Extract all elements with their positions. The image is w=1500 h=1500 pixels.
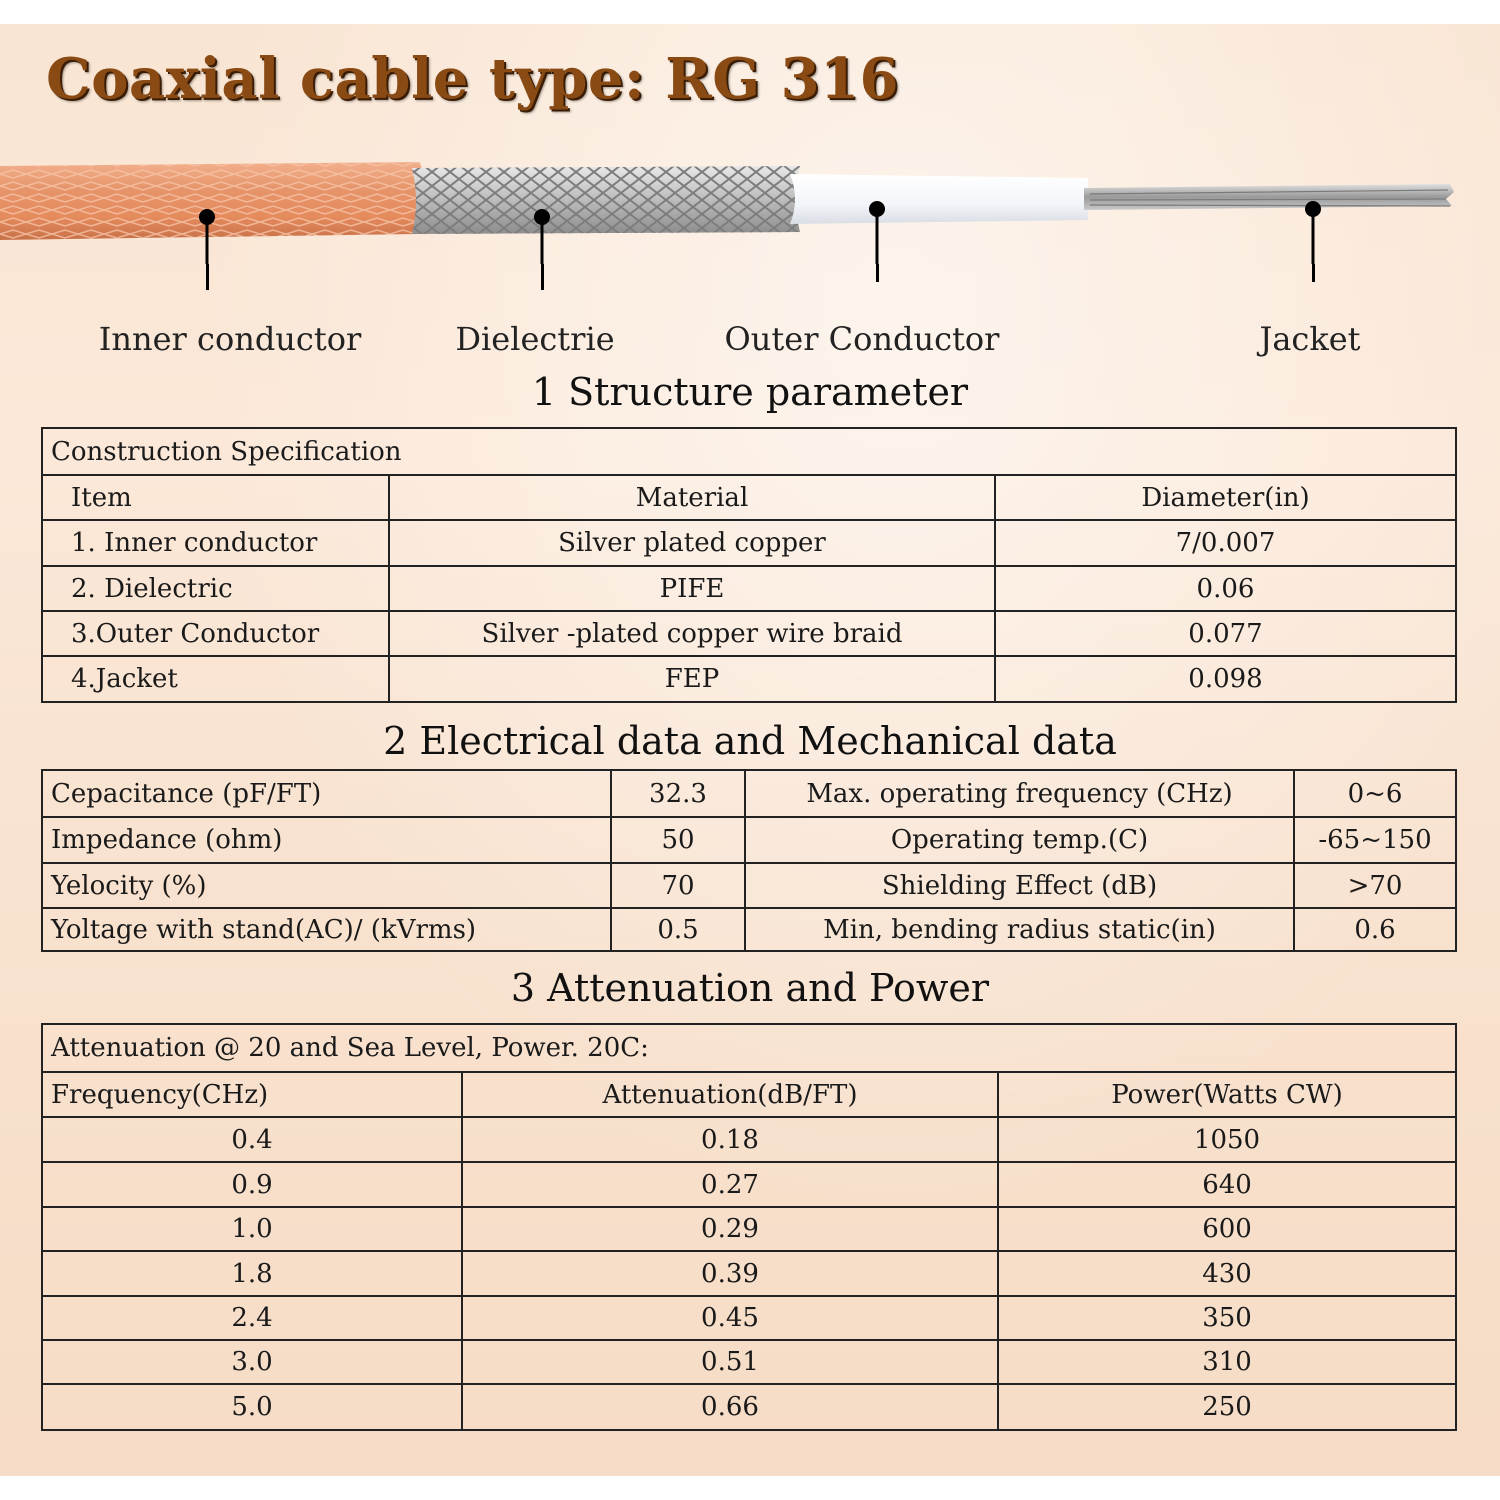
- attenuation-header-attenuation: Attenuation(dB/FT): [462, 1072, 998, 1117]
- frequency-cell: 0.4: [42, 1117, 462, 1162]
- label-inner-conductor: Inner conductor: [98, 320, 362, 358]
- table-row: [42, 656, 1456, 702]
- attenuation-cell: 0.66: [462, 1384, 998, 1430]
- frequency-cell: 0.9: [42, 1162, 462, 1207]
- structure-header-material: Material: [389, 475, 995, 520]
- table-row: [42, 1251, 1456, 1296]
- attenuation-cell: 0.45: [462, 1296, 998, 1340]
- infographic-canvas: [0, 24, 1500, 1476]
- attenuation-cell: 0.51: [462, 1340, 998, 1384]
- frequency-cell: 2.4: [42, 1296, 462, 1340]
- attenuation-table: [41, 1023, 1457, 1431]
- table-row: [42, 863, 1456, 908]
- section3-heading: 3 Attenuation and Power: [510, 966, 990, 1010]
- structure-item: 1. Inner conductor: [42, 520, 389, 566]
- mechanical-value: 0.6: [1294, 908, 1456, 951]
- table-row: [42, 770, 1456, 817]
- power-cell: 640: [998, 1162, 1456, 1207]
- electrical-param: Yoltage with stand(AC)/ (kVrms): [42, 908, 611, 951]
- attenuation-cell: 0.27: [462, 1162, 998, 1207]
- callout-line-inner: [206, 264, 209, 290]
- mechanical-value: 0~6: [1294, 770, 1456, 817]
- section1-heading: 1 Structure parameter: [531, 370, 969, 414]
- table-row: [42, 1162, 1456, 1207]
- power-cell: 1050: [998, 1117, 1456, 1162]
- label-outer-conductor: Outer Conductor: [724, 320, 1000, 358]
- electrical-param: Impedance (ohm): [42, 817, 611, 863]
- table-row: [42, 1384, 1456, 1430]
- attenuation-header-power: Power(Watts CW): [998, 1072, 1456, 1117]
- mechanical-param: Max. operating frequency (CHz): [745, 770, 1294, 817]
- attenuation-header-frequency: Frequency(CHz): [42, 1072, 462, 1117]
- mechanical-value: >70: [1294, 863, 1456, 908]
- frequency-cell: 5.0: [42, 1384, 462, 1430]
- power-cell: 600: [998, 1207, 1456, 1251]
- mechanical-param: Shielding Effect (dB): [745, 863, 1294, 908]
- frequency-cell: 3.0: [42, 1340, 462, 1384]
- attenuation-cell: 0.18: [462, 1117, 998, 1162]
- table-row: [42, 566, 1456, 611]
- mechanical-value: -65~150: [1294, 817, 1456, 863]
- structure-table: [41, 427, 1457, 703]
- table-row: [42, 817, 1456, 863]
- structure-caption: Construction Specification: [42, 428, 1456, 475]
- power-cell: 250: [998, 1384, 1456, 1430]
- structure-item: 2. Dielectric: [42, 566, 389, 611]
- table-row: [42, 520, 1456, 566]
- structure-item: 4.Jacket: [42, 656, 389, 702]
- label-jacket: Jacket: [1259, 320, 1361, 358]
- mechanical-param: Min, bending radius static(in): [745, 908, 1294, 951]
- table-row: [42, 1296, 1456, 1340]
- power-cell: 430: [998, 1251, 1456, 1296]
- structure-material: PIFE: [389, 566, 995, 611]
- structure-item: 3.Outer Conductor: [42, 611, 389, 656]
- electrical-param: Cepacitance (pF/FT): [42, 770, 611, 817]
- electrical-value: 70: [611, 863, 745, 908]
- structure-header-item: Item: [42, 475, 389, 520]
- table-row: [42, 908, 1456, 951]
- callout-line-dielectric: [541, 264, 544, 290]
- label-dielectrie: Dielectrie: [455, 320, 615, 358]
- section2-heading: 2 Electrical data and Mechanical data: [383, 719, 1117, 763]
- coax-cable-illustration: [0, 144, 1500, 264]
- mechanical-param: Operating temp.(C): [745, 817, 1294, 863]
- structure-material: FEP: [389, 656, 995, 702]
- attenuation-caption: Attenuation @ 20 and Sea Level, Power. 20C:: [42, 1024, 1456, 1072]
- electrical-value: 50: [611, 817, 745, 863]
- frequency-cell: 1.0: [42, 1207, 462, 1251]
- table-row: [42, 611, 1456, 656]
- table-row: [42, 1207, 1456, 1251]
- callout-line-outer: [876, 264, 879, 282]
- structure-header-diameter: Diameter(in): [995, 475, 1456, 520]
- electrical-param: Yelocity (%): [42, 863, 611, 908]
- page-title: Coaxial cable type: RG 316: [46, 46, 899, 112]
- structure-material: Silver plated copper: [389, 520, 995, 566]
- structure-diameter: 7/0.007: [995, 520, 1456, 566]
- frequency-cell: 1.8: [42, 1251, 462, 1296]
- attenuation-cell: 0.29: [462, 1207, 998, 1251]
- power-cell: 350: [998, 1296, 1456, 1340]
- electrical-value: 0.5: [611, 908, 745, 951]
- electrical-table: [41, 769, 1457, 952]
- table-row: [42, 1340, 1456, 1384]
- structure-material: Silver -plated copper wire braid: [389, 611, 995, 656]
- callout-line-jacket: [1312, 264, 1315, 282]
- table-row: [42, 1117, 1456, 1162]
- attenuation-cell: 0.39: [462, 1251, 998, 1296]
- structure-diameter: 0.098: [995, 656, 1456, 702]
- power-cell: 310: [998, 1340, 1456, 1384]
- structure-diameter: 0.06: [995, 566, 1456, 611]
- structure-diameter: 0.077: [995, 611, 1456, 656]
- electrical-value: 32.3: [611, 770, 745, 817]
